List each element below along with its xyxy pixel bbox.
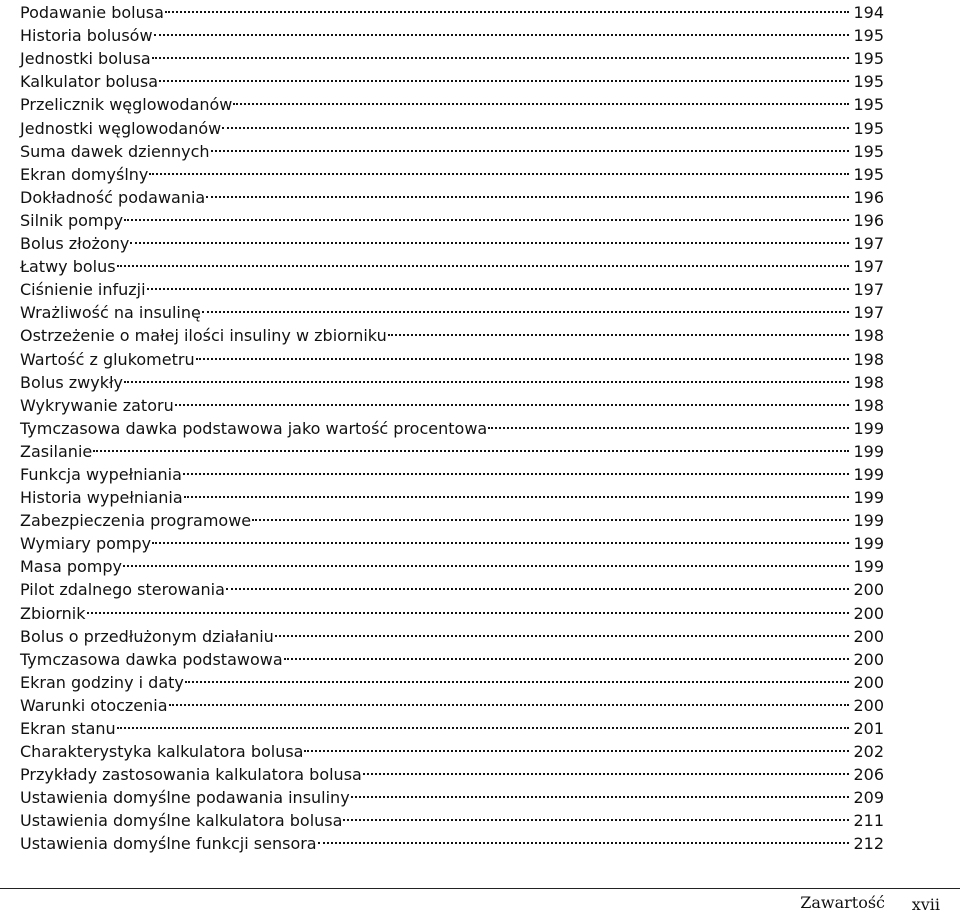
toc-entry-title: Kalkulator bolusa bbox=[20, 72, 159, 92]
toc-entry-page-number: 197 bbox=[853, 257, 884, 277]
toc-entry-page-number: 199 bbox=[853, 464, 884, 484]
toc-entry-title: Ekran stanu bbox=[20, 719, 116, 738]
dot-leader bbox=[130, 226, 849, 249]
toc-entry[interactable] bbox=[20, 0, 884, 23]
dot-leader bbox=[169, 688, 850, 711]
dot-leader bbox=[154, 18, 850, 41]
toc-entry[interactable] bbox=[20, 365, 884, 392]
dot-leader bbox=[124, 365, 849, 388]
toc-entry-page-number: 206 bbox=[853, 765, 884, 785]
dot-leader bbox=[202, 295, 850, 318]
toc-entry-page-number: 196 bbox=[853, 187, 884, 207]
toc-entry[interactable] bbox=[20, 572, 884, 600]
toc-entry-title: Ciśnienie infuzji bbox=[20, 280, 146, 300]
dot-leader bbox=[159, 64, 849, 87]
toc-entry-title: Zasilanie bbox=[20, 441, 93, 461]
dot-leader bbox=[388, 318, 850, 341]
footer-divider bbox=[0, 888, 960, 889]
dot-leader bbox=[183, 457, 850, 480]
dot-leader bbox=[211, 134, 850, 157]
toc-entry-title: Historia bolusów bbox=[20, 26, 153, 46]
dot-leader bbox=[343, 803, 849, 826]
toc-entry[interactable] bbox=[20, 295, 884, 323]
toc-entry[interactable] bbox=[20, 157, 884, 184]
dot-leader bbox=[488, 411, 849, 434]
toc-entry-page-number: 199 bbox=[853, 418, 884, 438]
dot-leader bbox=[318, 826, 850, 849]
toc-entry[interactable] bbox=[20, 734, 884, 762]
toc-entry-title: Wymiary pompy bbox=[20, 534, 152, 554]
toc-entry-page-number: 212 bbox=[853, 834, 884, 854]
toc-entry-title: Wykrywanie zatoru bbox=[20, 395, 174, 415]
dot-leader bbox=[185, 665, 850, 688]
toc-entry-page-number: 200 bbox=[853, 695, 884, 715]
toc-entry-page-number: 198 bbox=[853, 349, 884, 369]
toc-entry-page-number: 195 bbox=[853, 164, 884, 184]
toc-entry-title: Podawanie bolusa bbox=[20, 3, 164, 23]
toc-entry-title: Bolus o przedłużonym działaniu bbox=[20, 626, 274, 646]
toc-entry-title: Dokładność podawania bbox=[20, 187, 206, 207]
toc-entry-title: Ekran domyślny bbox=[20, 164, 149, 184]
toc-entry-title: Łatwy bolus bbox=[20, 257, 116, 277]
toc-entry-page-number: 201 bbox=[853, 719, 884, 738]
toc-entry[interactable] bbox=[20, 457, 884, 484]
toc-entry-title: Ustawienia domyślne funkcji sensora bbox=[20, 834, 317, 854]
dot-leader bbox=[304, 734, 849, 757]
toc-entry-page-number: 211 bbox=[853, 811, 884, 831]
toc-entry[interactable] bbox=[20, 388, 884, 415]
toc-entry[interactable] bbox=[20, 595, 884, 623]
dot-leader bbox=[184, 480, 850, 503]
toc-entry-title: Przelicznik węglowodanów bbox=[20, 95, 233, 115]
toc-entry-page-number: 200 bbox=[853, 672, 884, 692]
dot-leader bbox=[165, 0, 850, 18]
dot-leader bbox=[147, 272, 850, 295]
dot-leader bbox=[222, 110, 849, 133]
dot-leader bbox=[117, 249, 850, 272]
toc-entry-page-number: 200 bbox=[853, 580, 884, 600]
toc-entry-page-number: 195 bbox=[853, 72, 884, 92]
toc-entry-title: Tymczasowa dawka podstawowa jako wartość procentowa bbox=[20, 418, 488, 438]
toc-entry[interactable] bbox=[20, 226, 884, 254]
toc-entry-title: Jednostki bolusa bbox=[20, 49, 151, 69]
toc-entry-title: Ekran godziny i daty bbox=[20, 672, 184, 692]
toc-entry-page-number: 196 bbox=[853, 210, 884, 230]
dot-leader bbox=[87, 595, 850, 618]
dot-leader bbox=[123, 549, 849, 572]
toc-entry-title: Tymczasowa dawka podstawowa bbox=[20, 649, 283, 669]
toc-entry-page-number: 200 bbox=[853, 649, 884, 669]
toc-entry[interactable] bbox=[20, 549, 884, 577]
dot-leader bbox=[363, 757, 850, 780]
toc-entry-page-number: 195 bbox=[853, 118, 884, 138]
toc-entry-title: Pilot zdalnego sterowania bbox=[20, 580, 225, 600]
toc-entry-page-number: 209 bbox=[853, 788, 884, 808]
toc-entry-title: Historia wypełniania bbox=[20, 488, 183, 508]
dot-leader bbox=[351, 780, 850, 803]
toc-entry-page-number: 198 bbox=[853, 326, 884, 346]
toc-entry-title: Suma dawek dziennych bbox=[20, 141, 210, 161]
dot-leader bbox=[152, 526, 849, 549]
table-of-contents bbox=[20, 0, 884, 854]
toc-entry[interactable] bbox=[20, 711, 884, 738]
dot-leader bbox=[93, 434, 849, 457]
footer-page-number: xvii bbox=[911, 895, 940, 914]
toc-entry-title: Jednostki węglowodanów bbox=[20, 118, 222, 138]
toc-entry-page-number: 195 bbox=[853, 141, 884, 161]
dot-leader bbox=[252, 503, 849, 526]
toc-entry-title: Funkcja wypełniania bbox=[20, 464, 182, 484]
toc-entry-page-number: 195 bbox=[853, 95, 884, 115]
dot-leader bbox=[226, 572, 850, 595]
dot-leader bbox=[206, 180, 849, 203]
dot-leader bbox=[124, 203, 849, 226]
toc-entry-title: Wartość z glukometru bbox=[20, 349, 195, 369]
toc-entry-page-number: 195 bbox=[853, 49, 884, 69]
toc-entry-page-number: 194 bbox=[853, 3, 884, 23]
toc-entry-title: Silnik pompy bbox=[20, 210, 124, 230]
toc-entry-page-number: 199 bbox=[853, 534, 884, 554]
toc-entry[interactable] bbox=[20, 619, 884, 646]
footer-section-label: Zawartość bbox=[800, 893, 885, 912]
toc-entry[interactable] bbox=[20, 249, 884, 277]
toc-entry-page-number: 198 bbox=[853, 372, 884, 392]
toc-entry-page-number: 199 bbox=[853, 511, 884, 531]
toc-entry-title: Ustawienia domyślne kalkulatora bolusa bbox=[20, 811, 343, 831]
dot-leader bbox=[233, 87, 849, 110]
toc-entry-title: Masa pompy bbox=[20, 557, 122, 577]
toc-entry-title: Bolus złożony bbox=[20, 234, 130, 254]
toc-entry-page-number: 200 bbox=[853, 626, 884, 646]
toc-entry[interactable] bbox=[20, 180, 884, 207]
toc-entry-title: Przykłady zastosowania kalkulatora bolusa bbox=[20, 765, 362, 785]
toc-entry[interactable] bbox=[20, 434, 884, 461]
toc-entry-title: Wrażliwość na insulinę bbox=[20, 303, 201, 323]
toc-entry-page-number: 199 bbox=[853, 488, 884, 508]
toc-entry-page-number: 200 bbox=[853, 603, 884, 623]
toc-entry[interactable] bbox=[20, 203, 884, 230]
toc-entry-title: Ustawienia domyślne podawania insuliny bbox=[20, 788, 350, 808]
dot-leader bbox=[152, 41, 850, 64]
dot-leader bbox=[149, 157, 849, 180]
toc-entry-title: Bolus zwykły bbox=[20, 372, 124, 392]
toc-entry-title: Warunki otoczenia bbox=[20, 695, 168, 715]
toc-entry-page-number: 198 bbox=[853, 395, 884, 415]
toc-entry-page-number: 197 bbox=[853, 303, 884, 323]
toc-entry-title: Charakterystyka kalkulatora bolusa bbox=[20, 742, 304, 762]
toc-entry-title: Zbiornik bbox=[20, 603, 86, 623]
toc-entry-page-number: 199 bbox=[853, 557, 884, 577]
dot-leader bbox=[175, 388, 850, 411]
dot-leader bbox=[117, 711, 850, 734]
toc-entry-page-number: 195 bbox=[853, 26, 884, 46]
toc-entry[interactable] bbox=[20, 272, 884, 300]
dot-leader bbox=[275, 619, 850, 642]
toc-entry-title: Ostrzeżenie o małej ilości insuliny w zbiorniku bbox=[20, 326, 387, 346]
dot-leader bbox=[196, 341, 850, 364]
toc-entry-page-number: 197 bbox=[853, 234, 884, 254]
dot-leader bbox=[284, 642, 850, 665]
toc-entry-page-number: 197 bbox=[853, 280, 884, 300]
toc-entry-page-number: 202 bbox=[853, 742, 884, 762]
toc-entry-page-number: 199 bbox=[853, 441, 884, 461]
toc-entry-title: Zabezpieczenia programowe bbox=[20, 511, 252, 531]
